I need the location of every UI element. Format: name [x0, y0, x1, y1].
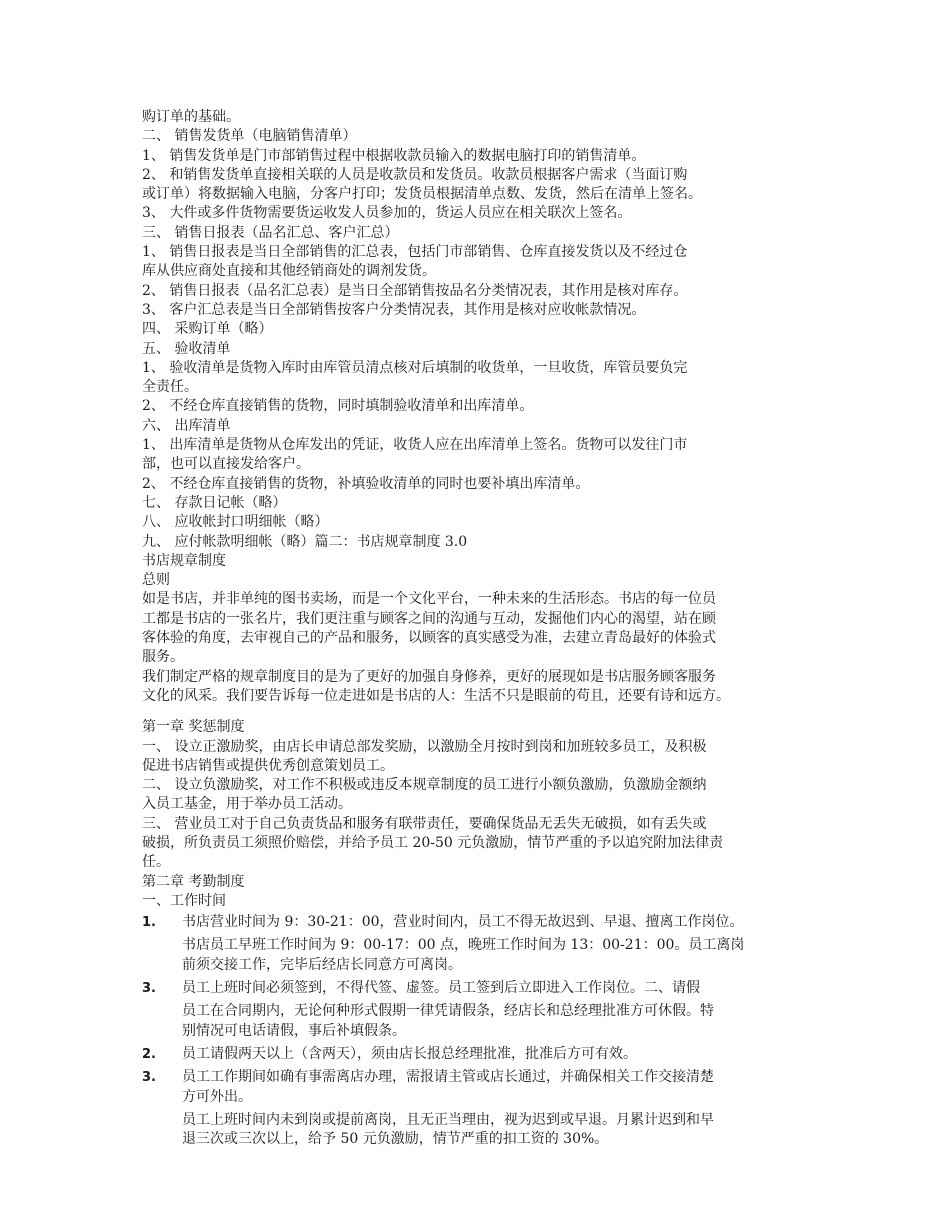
- text-line: 2、 不经仓库直接销售的货物，同时填制验收清单和出库清单。: [142, 398, 534, 415]
- list-item-text: 书店员工早班工作时间为 9：00-17：00 点，晚班工作时间为 13：00-21：00。员工离岗: [182, 937, 745, 954]
- text-line: 3、 大件或多件货物需要货运收发人员参加的，货运人员应在相关联次上签名。: [142, 205, 632, 222]
- paragraph-gap: [142, 706, 832, 718]
- text-line: 六、 出库清单: [142, 417, 231, 434]
- text-line: 1、 出库清单是货物从仓库发出的凭证，收货人应在出库清单上签名。货物可以发往门市: [142, 437, 688, 454]
- list-item-text: 员工请假两天以上（含两天），须由店长报总经理批准，批准后方可有效。: [182, 1045, 637, 1062]
- text-line: 书店规章制度: [142, 552, 226, 569]
- list-item-text: 员工上班时间必须签到，不得代签、虚签。员工签到后立即进入工作岗位。二、请假: [182, 980, 700, 997]
- text-line: 2、 销售日报表（品名汇总表）是当日全部销售按品名分类情况表，其作用是核对库存。: [142, 282, 688, 299]
- text-line: 二、 设立负激励奖，对工作不积极或违反本规章制度的员工进行小额负激励，负激励金额纳: [142, 777, 707, 794]
- text-line: 五、 验收清单: [142, 340, 231, 357]
- text-line: 破损，所负责员工须照价赔偿，并给予员工 20-50 元负激励，情节严重的予以追究附加法律责: [142, 834, 724, 851]
- text-line: 四、 采购订单（略）: [142, 321, 273, 338]
- text-line: 三、 营业员工对于自己负责货品和服务有联带责任，要确保货品无丢失无破损，如有丢失或: [142, 815, 707, 832]
- list-item: [142, 979, 832, 998]
- list-item-number: 3.: [142, 1070, 156, 1086]
- list-item-text: 员工上班时间内未到岗或提前离岗，且无正当理由，视为迟到或早退。月累计迟到和早: [182, 1111, 714, 1128]
- text-line: 1、 验收清单是货物入库时由库管员清点核对后填制的收货单，一旦收货，库管员要负完: [142, 359, 688, 376]
- text-line: 2、 和销售发货单直接相关联的人员是收款员和发货员。收款员根据客户需求（当面订购: [142, 166, 688, 183]
- text-line: 工都是书店的一张名片，我们更注重与顾客之间的沟通与互动，发掘他们内心的渴望，站在顾: [142, 610, 716, 627]
- list-item-number: 1.: [142, 915, 156, 931]
- text-line: 二、 销售发货单（电脑销售清单）: [142, 128, 357, 145]
- list-item-text: 退三次或三次以上，给予 50 元负激励，情节严重的扣工资的 30%。: [182, 1131, 609, 1148]
- text-line: 总则: [142, 572, 170, 589]
- text-line: 服务。: [142, 649, 184, 666]
- text-line: 第一章 奖惩制度: [142, 719, 245, 736]
- list-item-text: 员工在合同期内，无论何种形式假期一律凭请假条，经店长和总经理批准方可休假。特: [182, 1003, 714, 1020]
- text-line: 全责任。: [142, 379, 198, 396]
- list-item: [142, 1045, 832, 1064]
- list-item-text: 方可外出。: [182, 1088, 252, 1105]
- list-item: [142, 1002, 832, 1041]
- text-line: 1、 销售日报表是当日全部销售的汇总表，包括门市部销售、仓库直接发货以及不经过仓: [142, 244, 688, 261]
- text-line: 三、 销售日报表（品名汇总、客户汇总）: [142, 224, 399, 241]
- text-line: 七、 存款日记帐（略）: [142, 494, 287, 511]
- text-line: 八、 应收帐封口明细帐（略）: [142, 514, 329, 531]
- text-line: 我们制定严格的规章制度目的是为了更好的加强自身修养，更好的展现如是书店服务顾客服务: [142, 668, 716, 685]
- text-line: 文化的风采。我们要告诉每一位走进如是书店的人：生活不只是眼前的苟且，还要有诗和远方。: [142, 687, 730, 704]
- text-line: 促进书店销售或提供优秀创意策划员工。: [142, 757, 394, 774]
- list-item-text: 前须交接工作，完毕后经店长同意方可离岗。: [182, 956, 462, 973]
- text-line: 入员工基金，用于举办员工活动。: [142, 796, 352, 813]
- text-line: 1、 销售发货单是门市部销售过程中根据收款员输入的数据电脑打印的销售清单。: [142, 147, 646, 164]
- text-line: 购订单的基础。: [142, 109, 240, 125]
- text-line: 2、 不经仓库直接销售的货物，补填验收清单的同时也要补填出库清单。: [142, 475, 590, 492]
- text-line: 一、 设立正激励奖，由店长申请总部发奖励，以激励全月按时到岗和加班较多员工，及积极: [142, 738, 707, 755]
- list-item: [142, 913, 832, 932]
- text-line: 库从供应商处直接和其他经销商处的调剂发货。: [142, 263, 436, 280]
- list-item-text: 书店营业时间为 9：30-21：00，营业时间内，员工不得无故迟到、早退、擅离工作岗位。: [182, 914, 744, 931]
- text-line: 任。: [142, 854, 170, 871]
- text-line: 部，也可以直接发给客户。: [142, 456, 310, 473]
- text-line: 客体验的角度，去审视自己的产品和服务，以顾客的真实感受为准，去建立青岛最好的体验式: [142, 630, 716, 647]
- list-item: [142, 1111, 832, 1150]
- text-line: 3、 客户汇总表是当日全部销售按客户分类情况表，其作用是核对应收帐款情况。: [142, 301, 646, 318]
- list-item-text: 员工工作期间如确有事需离店办理，需报请主管或店长通过，并确保相关工作交接清楚: [182, 1069, 714, 1086]
- document-page: [142, 108, 832, 1149]
- list-item-text: 别情况可电话请假，事后补填假条。: [182, 1022, 406, 1039]
- section-sales-documents: [142, 108, 832, 706]
- list-item: [142, 936, 832, 975]
- section-reward-attendance: [142, 718, 832, 911]
- list-item-number: 2.: [142, 1046, 156, 1062]
- text-line: 或订单）将数据输入电脑，分客户打印；发货员根据清单点数、发货，然后在清单上签名。: [142, 186, 702, 203]
- list-item: [142, 1068, 832, 1107]
- section-attendance-items: [142, 913, 832, 1149]
- text-line: 如是书店，并非单纯的图书卖场，而是一个文化平台，一种未来的生活形态。书店的每一位员: [142, 591, 716, 608]
- text-line: 第二章 考勤制度: [142, 873, 245, 890]
- list-item-number: 3.: [142, 981, 156, 997]
- text-line: 一、工作时间: [142, 892, 226, 909]
- text-line: 九、 应付帐款明细帐（略）篇二：书店规章制度 3.0: [142, 533, 468, 550]
